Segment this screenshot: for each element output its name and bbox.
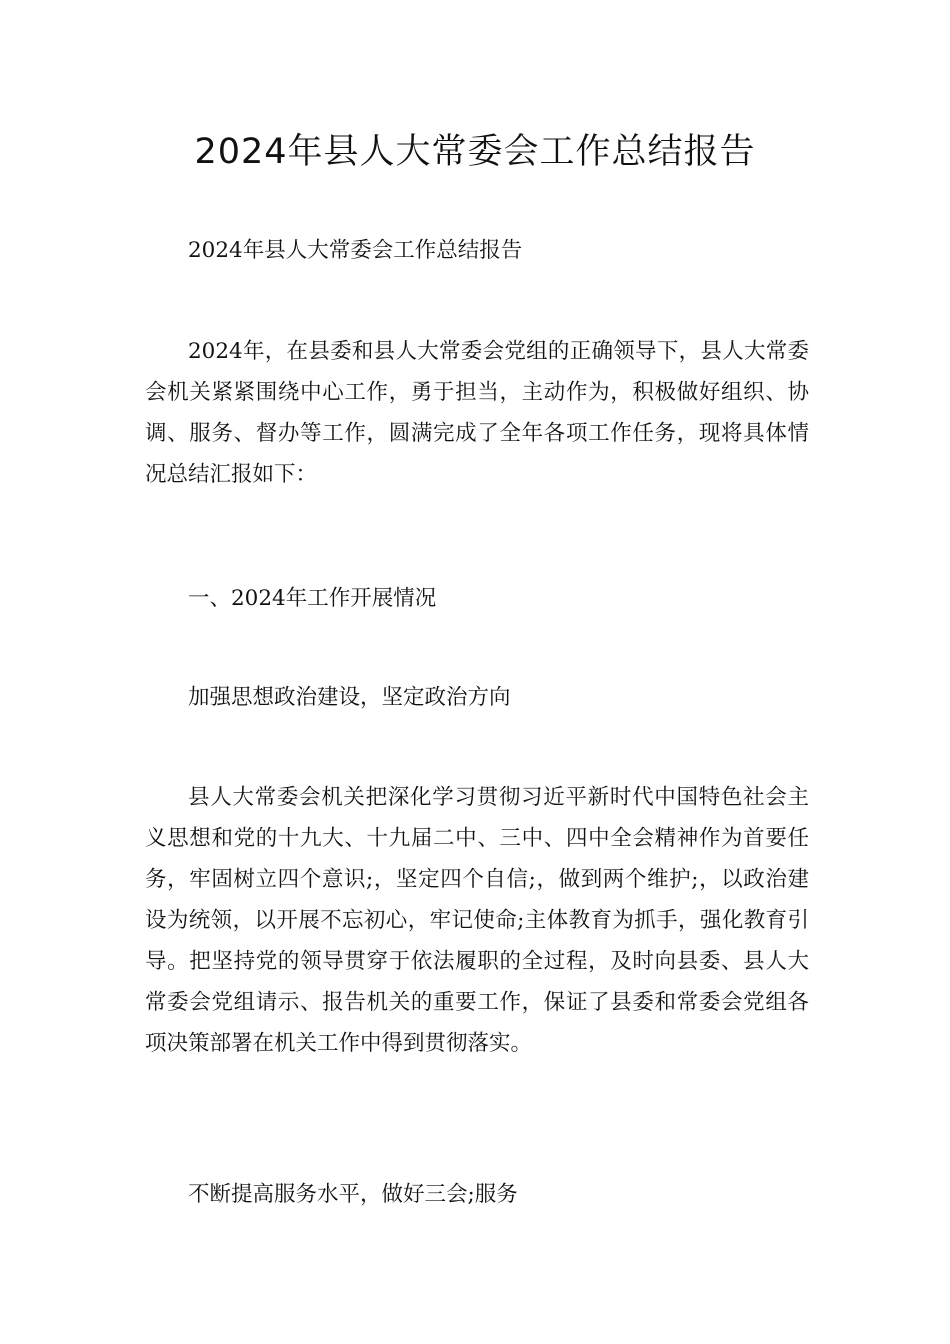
subsection-heading-2: 不断提高服务水平，做好三会;服务	[188, 1182, 518, 1207]
document-subtitle: 2024年县人大常委会工作总结报告	[188, 238, 523, 263]
section-heading-1: 一、2024年工作开展情况	[188, 586, 437, 611]
intro-paragraph: 2024年，在县委和县人大常委会党组的正确领导下，县人大常委会机关紧紧围绕中心工作，勇于担当，主动作为，积极做好组织、协调、服务、督办等工作，圆满完成了全年各项工作任务，现将具体情况总结汇报如下：	[145, 339, 809, 487]
document-title: 2024年县人大常委会工作总结报告	[194, 132, 756, 172]
subsection-heading-1: 加强思想政治建设，坚定政治方向	[188, 685, 511, 710]
body-paragraph-1: 县人大常委会机关把深化学习贯彻习近平新时代中国特色社会主义思想和党的十九大、十九届二中、三中、四中全会精神作为首要任务，牢固树立四个意识;，坚定四个自信;，做到两个维护;，以政治建设为统领，以开展不忘初心，牢记使命;主体教育为抓手，强化教育引导。把坚持党的领导贯穿于依法履职的全过程，及时向县委、县人大常委会党组请示、报告机关的重要工作，保证了县委和常委会党组各项决策部署在机关工作中得到贯彻落实。	[145, 785, 809, 1056]
